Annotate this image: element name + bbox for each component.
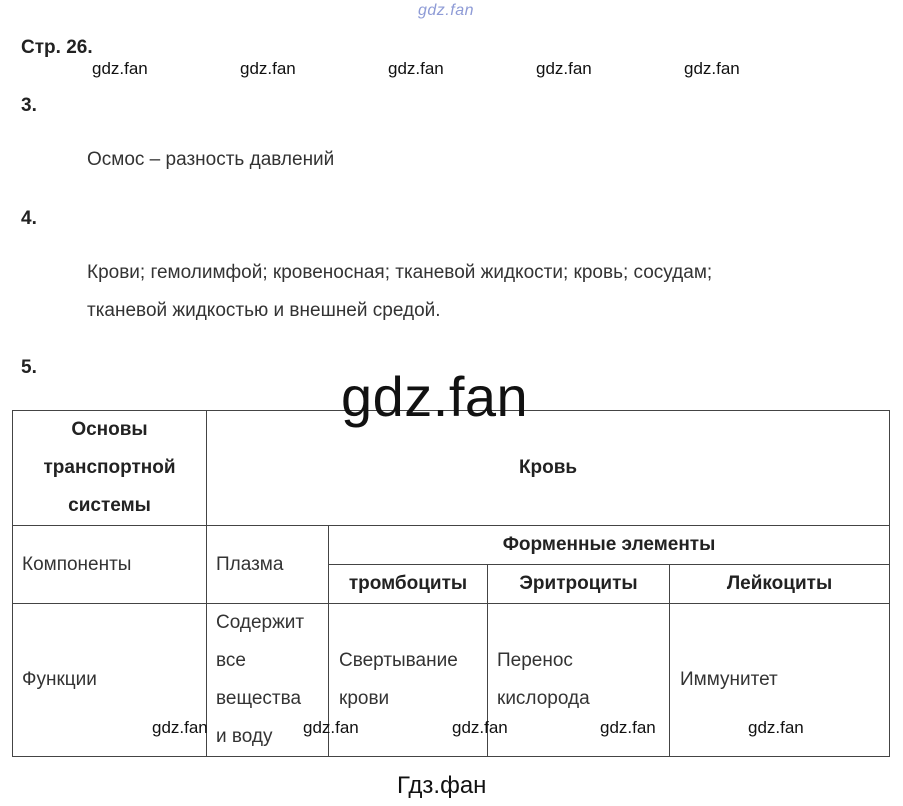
watermark-row: gdz.fan	[92, 59, 148, 78]
watermark-row: gdz.fan	[684, 59, 740, 78]
question-3-answer: Осмос – разность давлений	[87, 149, 335, 170]
question-4-answer-line-2: тканевой жидкостью и внешней средой.	[87, 300, 441, 321]
formed-elements-header: Форменные элементы	[329, 526, 890, 565]
watermark-big: gdz.fan	[341, 365, 529, 428]
header-transport-system	[13, 411, 207, 526]
row-label-components: Компоненты	[13, 526, 207, 604]
blood-components-table	[12, 410, 890, 757]
function-line: Перенос	[497, 650, 573, 671]
watermark-table-row: gdz.fan	[748, 718, 804, 737]
watermark-row: gdz.fan	[240, 59, 296, 78]
table-row	[13, 526, 890, 565]
leukocytes-function: Иммунитет	[670, 604, 890, 757]
watermark-bottom: Гдз.фан	[397, 772, 487, 799]
header-line: системы	[68, 495, 151, 516]
question-4-number: 4.	[21, 208, 37, 229]
leukocytes-header: Лейкоциты	[670, 565, 890, 604]
function-line: крови	[339, 688, 390, 709]
plasma-cell: Плазма	[207, 526, 329, 604]
watermark-table-row: gdz.fan	[152, 718, 208, 737]
function-line: вещества	[216, 688, 302, 709]
function-line: и воду	[216, 726, 273, 747]
function-line: Содержит	[216, 612, 305, 633]
header-line: транспортной	[43, 457, 176, 478]
watermark-top: gdz.fan	[418, 2, 474, 19]
function-line: все	[216, 650, 246, 671]
question-4-answer-line-1: Крови; гемолимфой; кровеносная; тканевой жидкости; кровь; сосудам;	[87, 262, 713, 283]
watermark-table-row: gdz.fan	[600, 718, 656, 737]
question-3-number: 3.	[21, 95, 37, 116]
watermark-row: gdz.fan	[536, 59, 592, 78]
platelets-header: тромбоциты	[329, 565, 488, 604]
watermark-row: gdz.fan	[388, 59, 444, 78]
function-line: кислорода	[497, 688, 590, 709]
row-label-functions: Функции	[13, 604, 207, 757]
watermark-table-row: gdz.fan	[452, 718, 508, 737]
function-line: Свертывание	[339, 650, 458, 671]
question-5-number: 5.	[21, 357, 37, 378]
header-line: Основы	[71, 419, 148, 440]
header-blood: Кровь	[207, 411, 890, 526]
watermark-table-row: gdz.fan	[303, 718, 359, 737]
page-heading: Стр. 26.	[21, 37, 93, 58]
erythrocytes-header: Эритроциты	[488, 565, 670, 604]
